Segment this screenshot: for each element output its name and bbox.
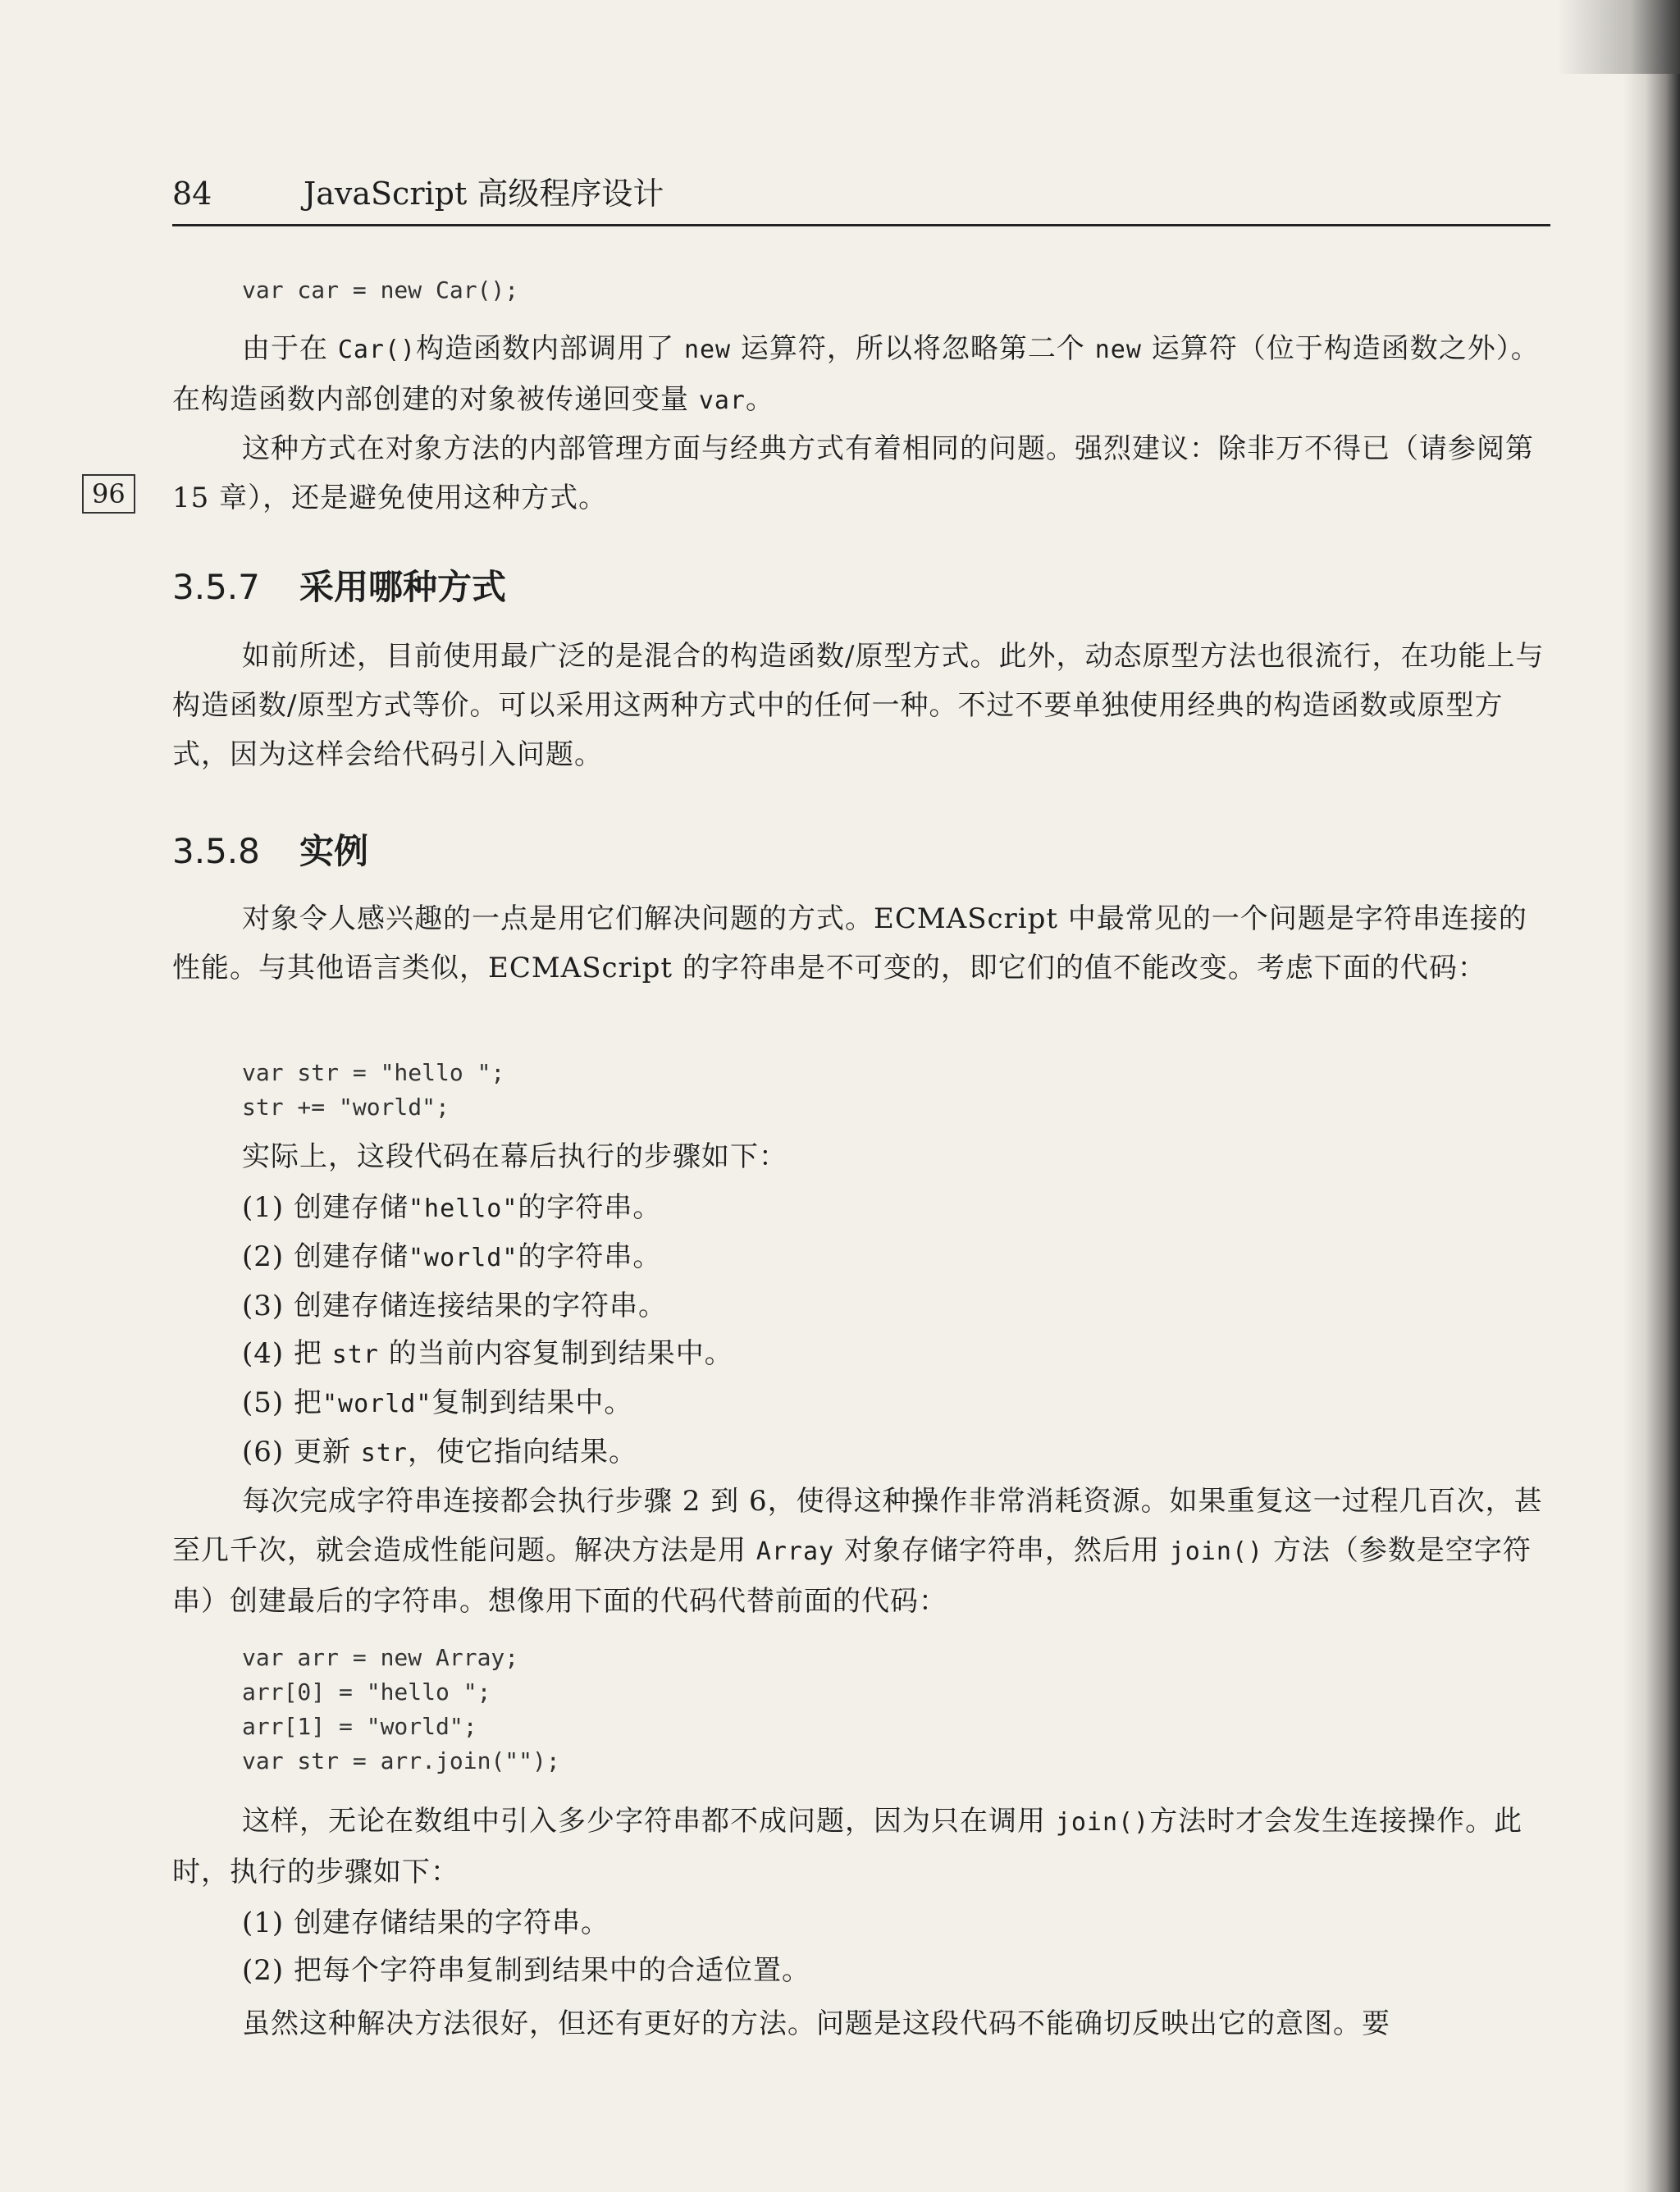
- list-item: (3) 创建存储连接结果的字符串。: [242, 1290, 667, 1322]
- paragraph-4: [172, 894, 1550, 993]
- running-header: [172, 168, 1550, 226]
- book-title: JavaScript 高级程序设计: [304, 176, 664, 212]
- margin-page-reference: 96: [82, 474, 135, 514]
- paragraph-string-concat: 对象令人感兴趣的一点是用它们解决问题的方式。ECMAScript 中最常见的一个问题是字符串连接的性能。与其他语言类似，ECMAScript 的字符串是不可变的，即它们的值不能改变。考虑下面的代码：: [172, 902, 1527, 984]
- paragraph-constructor-new: 由于在 Car()构造函数内部调用了 new 运算符，所以将忽略第二个 new 运算符（位于构造函数之外）。在构造函数内部创建的对象被传递回变量 var。: [172, 332, 1540, 416]
- code-block-1: [172, 273, 1550, 308]
- steps-list-1: [172, 1184, 1550, 1477]
- code-block-2: [172, 1056, 1550, 1125]
- paragraph-6: [172, 1477, 1550, 1626]
- paragraph-1: [172, 324, 1550, 426]
- code-block-3: [172, 1641, 1550, 1779]
- list-item: (5) 把"world"复制到结果中。: [242, 1386, 633, 1419]
- page-number: 84: [172, 176, 212, 212]
- steps-list-2: [172, 1899, 1550, 1994]
- list-item: (2) 创建存储"world"的字符串。: [242, 1240, 662, 1273]
- section-heading-357: [172, 560, 1550, 610]
- paragraph-5: [172, 1132, 1550, 1181]
- section-heading-358: [172, 824, 1550, 874]
- paragraph-which-method: 如前所述，目前使用最广泛的是混合的构造函数/原型方式。此外，动态原型方法也很流行，在功能上与构造函数/原型方式等价。可以采用这两种方式中的任何一种。不过不要单独使用经典的构造函数或原型方式，因为这样会给代码引入问题。: [172, 640, 1545, 771]
- paragraph-join-steps: 这样，无论在数组中引入多少字符串都不成问题，因为只在调用 join()方法时才会发生连接操作。此时，执行的步骤如下：: [172, 1805, 1523, 1888]
- page-corner-shadow: [1557, 0, 1680, 74]
- code-array-join: var arr = new Array; arr[0] = "hello "; arr[1] = "world"; var str = arr.join("");: [242, 1644, 560, 1774]
- section-title: 3.5.7 采用哪种方式: [172, 567, 507, 607]
- paragraph-recommendation: 这种方式在对象方法的内部管理方面与经典方式有着相同的问题。强烈建议：除非万不得已（请参阅第 15 章），还是避免使用这种方式。: [172, 432, 1534, 514]
- code-str: var str = "hello "; str += "world";: [242, 1059, 505, 1121]
- page-edge-shadow: [1623, 0, 1680, 2192]
- paragraph-2: [172, 424, 1550, 523]
- list-item: (6) 更新 str，使它指向结果。: [242, 1436, 637, 1468]
- list-item: (1) 创建存储"hello"的字符串。: [242, 1191, 662, 1224]
- list-item: (4) 把 str 的当前内容复制到结果中。: [242, 1337, 733, 1370]
- paragraph-steps-intro: 实际上，这段代码在幕后执行的步骤如下：: [242, 1140, 788, 1173]
- paragraph-3: [172, 632, 1550, 779]
- list-item: (1) 创建存储结果的字符串。: [242, 1907, 609, 1939]
- paragraph-better-method: 虽然这种解决方法很好，但还有更好的方法。问题是这段代码不能确切反映出它的意图。要: [242, 2007, 1390, 2040]
- paragraph-array-solution: 每次完成字符串连接都会执行步骤 2 到 6，使得这种操作非常消耗资源。如果重复这一过程几百次，甚至几千次，就会造成性能问题。解决方法是用 Array 对象存储字符串，然后用 join() 方法（参数是空字符串）创建最后的字符串。想像用下面的代码代替前面的代码：: [172, 1485, 1543, 1618]
- paragraph-7: [172, 1797, 1550, 1897]
- list-item: (2) 把每个字符串复制到结果中的合适位置。: [242, 1954, 810, 1987]
- page-content: [172, 168, 1550, 2040]
- paragraph-8: [172, 1999, 1550, 2048]
- code-car: var car = new Car();: [242, 276, 519, 304]
- section-title: 3.5.8 实例: [172, 831, 369, 871]
